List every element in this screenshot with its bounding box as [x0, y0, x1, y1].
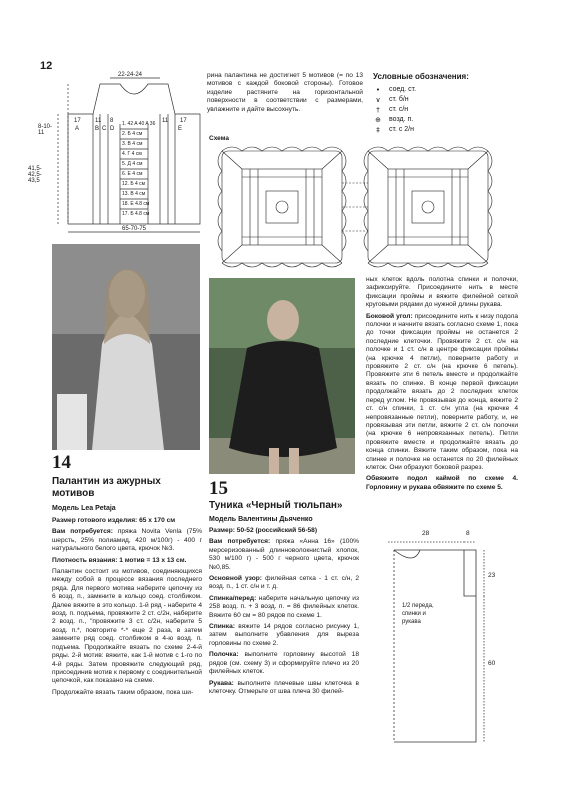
schematic-cell: C	[102, 126, 107, 132]
photo-shawl	[52, 244, 200, 450]
front-text: выполните горловину высотой 18 рядов (см. схему 3) и сформируйте плечо из 20 филейных клеток.	[209, 651, 359, 676]
project-body: Продолжайте вязать таким образом, пока ши-	[52, 688, 194, 696]
back-text: вяжите 14 рядов согласно рисунку 1, затем выполните убавления для выреза горловины по схеме 2.	[209, 623, 359, 647]
diagram-dim-right-lower: 60	[488, 660, 496, 667]
project-back	[209, 623, 359, 648]
project-pattern	[209, 575, 359, 592]
back-heading: Спинка:	[209, 623, 235, 631]
model-label: Модель	[52, 505, 80, 512]
legend-item-text: возд. п.	[389, 116, 414, 123]
legend-item	[373, 95, 523, 105]
legend-item	[373, 105, 523, 115]
legend-title: Условные обозначения:	[373, 72, 469, 81]
project-sleeve	[209, 680, 359, 697]
treble-crochet-icon: ‡	[376, 126, 380, 134]
column2-intro	[207, 72, 363, 117]
single-crochet-icon: ∨	[375, 96, 381, 104]
model-label: Модель	[209, 516, 237, 523]
diagram-dim-top-right: 8	[466, 530, 470, 537]
column3-intro: ных клеток вдоль полотна спинки и полочки, зафиксируйте. Присоедините нить в месте фиксации проймы и вяжите филейной сеткой круговыми рядами до нужной длины рукава.	[366, 276, 518, 309]
project-body: Палантин состоит из мотивов, соединяющихся между собой в процессе вязания последнего ряда. Для первого мотива наберите цепочку из 6 возд. п., замкните в кольцо соед. столбиком. Далее вяжите в это кольцо. 1-й ряд - наберите 4 возд. п. подъема, провяжите 2 ст. с/2н, наберите 2 возд. п., "провяжите 3 ст. с/2н, наберите 5 возд. п.*, повторите *-* еще 2 раза, в затем замкните ряд соед. столбиком в 4-ю возд. п. подъема. Продолжайте вязать по схеме 2-4-й ряды. 2-й мотив: вяжите, как 1-й мотив с 1-го по 4-й ряды. Затем провяжите следующий ряд, присоединив мотив к первому с соединительной цепочкой, как показано на схеме.	[52, 568, 202, 685]
schematic-cell: D	[110, 126, 115, 132]
materials-heading: Вам потребуется:	[52, 528, 113, 536]
back-front-heading: Спинка/перед:	[209, 594, 257, 602]
schematic-row: 12. Б 4 см	[122, 181, 146, 187]
diagram-center-label: 1/2 переда, спинки и рукава	[402, 603, 434, 625]
column3-text	[366, 276, 518, 495]
photo-shawl-figure	[52, 244, 200, 450]
project-front	[209, 651, 359, 676]
project-density: Плотность вязания: 1 мотив = 13 x 13 см.	[52, 556, 187, 564]
project-model	[52, 505, 202, 512]
front-heading: Полочка:	[209, 651, 239, 659]
legend-item	[373, 125, 523, 135]
schematic-col-label: 11	[95, 118, 102, 124]
model-name: Валентины Дьяченко	[238, 516, 313, 523]
project-title: Туника «Черный тюльпан»	[209, 500, 343, 511]
schematic-cell: E	[178, 126, 183, 132]
materials-heading: Вам потребуется:	[209, 538, 271, 546]
diagram-dim-top-left: 28	[422, 530, 430, 537]
schematic-left-label: 8-10-11	[38, 124, 53, 136]
schematic-row: 1. 42 A 40 A 36	[122, 121, 156, 127]
materials-text: пряжа «Анна 16» (100% мерсеризованный длинноволокнистый хлопок, 530 м/100 г) - 500 г черного цвета, крючок №0,85.	[209, 538, 359, 571]
photo-tunic	[209, 278, 355, 474]
project-materials	[52, 528, 202, 553]
pattern-diagram	[380, 530, 520, 746]
sleeve-heading: Рукава:	[209, 679, 234, 687]
edging-text: Обвяжите подол каймой по схеме 4. Горловину и рукава обвяжите по схеме 5.	[366, 475, 518, 491]
project-15	[209, 478, 359, 699]
schematic-col-label: 11	[162, 118, 169, 124]
schematic-col-label: 17	[74, 118, 81, 124]
legend-item-text: соед. ст.	[389, 86, 417, 93]
back-front-text: наберите начальную цепочку из 258 возд. п. + 3 возд. п. = 86 филейных клеток. Вяжите 60 см = 80 рядов по схеме 1.	[209, 594, 359, 619]
schematic-left-label: 41,5-42,5-43,5	[28, 166, 42, 184]
side-corner-text: присоедините нить к низу подола полочки и начните вязать согласно схеме 1, пока до точки фиксации проймы не останется 2 последние клеточки. Провяжите 2 ст. с/н на полочке и 1 ст. с/н в центре фиксации проймы (на крючке 4 петли), поверните работу и провяжите 2 ст. с/н (на крючке 6 петель). Провяжите эти 6 петель вместе и продолжайте вязать по спинке. В конце первой фиксации продолжайте вязать до 2 последних клеток перед углом. Не провязывая до конца, вяжите 2 ст. с/н спинки, 1 ст. с/н углa (на крючке 4 непровязанные петли), поверните работу, и, не провязывая эти петли, вяжите 2 ст. с/н полочки (на крючке 6 непровязанных петель). Петли провяжите вместе и продолжайте вязать до конца спинки. Вяжите таким образом, пока на спинке и полочке не останется по 20 филейных клеток. Они образуют боковой разрез.	[366, 312, 518, 471]
schematic-row: 5. Д 4 см	[122, 161, 143, 167]
schematic-row: 18. Е 4.8 см	[122, 201, 150, 207]
schematic-cell: B	[95, 126, 100, 132]
size-schematic	[28, 72, 206, 242]
schematic-cell: A	[75, 126, 80, 132]
column2-intro-text: рина палантина не достигнет 5 мотивов (= по 13 мотивов с каждой боковой стороны). Готовое изделие растяните на горизонтальной поверхности в соответствии с размерами, увлажните и дайте высохнуть.	[207, 72, 363, 113]
project-number: 14	[52, 452, 71, 473]
model-name: Lea Petaja	[81, 505, 116, 512]
schematic-bottom-label: 65-70-75	[122, 226, 147, 232]
legend-item	[373, 85, 523, 95]
schema-label: Схема	[209, 135, 230, 142]
schematic-row: 17. Б 4.8 см	[122, 211, 150, 217]
schematic-row: 4. Г 4 см	[122, 151, 142, 157]
page-number: 12	[40, 60, 53, 72]
project-back-front	[209, 595, 359, 620]
schematic-col-label: 8	[110, 118, 114, 124]
project-model	[209, 516, 359, 523]
project-materials	[209, 538, 359, 572]
materials-text: пряжа Novita Venla (75% шерсть, 25% полиамид, 420 м/100г) - 400 г натурального белого цвета, крючок №3.	[52, 528, 202, 553]
pattern-diagram-lines	[380, 536, 520, 746]
project-14	[52, 452, 202, 700]
photo-tunic-figure	[209, 278, 355, 474]
schematic-row: 3. В 4 см	[122, 141, 143, 147]
legend-item-text: ст. б/н	[389, 96, 409, 103]
slip-stitch-icon: •	[375, 86, 381, 94]
chain-stitch-icon: ⊕	[375, 116, 381, 124]
legend	[373, 72, 523, 135]
project-size: Размер готового изделия: 65 x 170 см	[52, 517, 176, 524]
diagram-dim-right-upper: 23	[488, 572, 496, 579]
schematic-row: 13. В 4 см	[122, 191, 146, 197]
double-crochet-icon: †	[376, 106, 380, 114]
project-size: Размер: 50-52 (российский 56-58)	[209, 527, 318, 534]
side-corner	[366, 313, 518, 473]
legend-item-text: ст. с 2/н	[389, 126, 414, 133]
pattern-text: филейная сетка - 1 ст. с/н, 2 возд. п., 1 ст. с/н и т. д.	[209, 575, 359, 591]
motif-schema	[210, 143, 510, 271]
sleeve-text: выполните плечевые швы клеточка в клеточку. Отмерьте от шва плеча 30 филей-	[209, 679, 359, 695]
project-number: 15	[209, 478, 228, 499]
schematic-top-label: 22-24-24	[118, 72, 143, 78]
project-title: Палантин из ажурных мотивов	[52, 476, 161, 499]
legend-item-text: ст. с/н	[389, 106, 409, 113]
side-corner-heading: Боковой угол:	[366, 312, 413, 320]
pattern-heading: Основной узор:	[209, 575, 262, 583]
motif-schema-drawing	[210, 143, 510, 271]
schematic-col-label: 17	[180, 118, 187, 124]
schematic-row: 2. Б 4 см	[122, 131, 143, 137]
schematic-row: 6. Е 4 см	[122, 171, 143, 177]
legend-item	[373, 115, 523, 125]
